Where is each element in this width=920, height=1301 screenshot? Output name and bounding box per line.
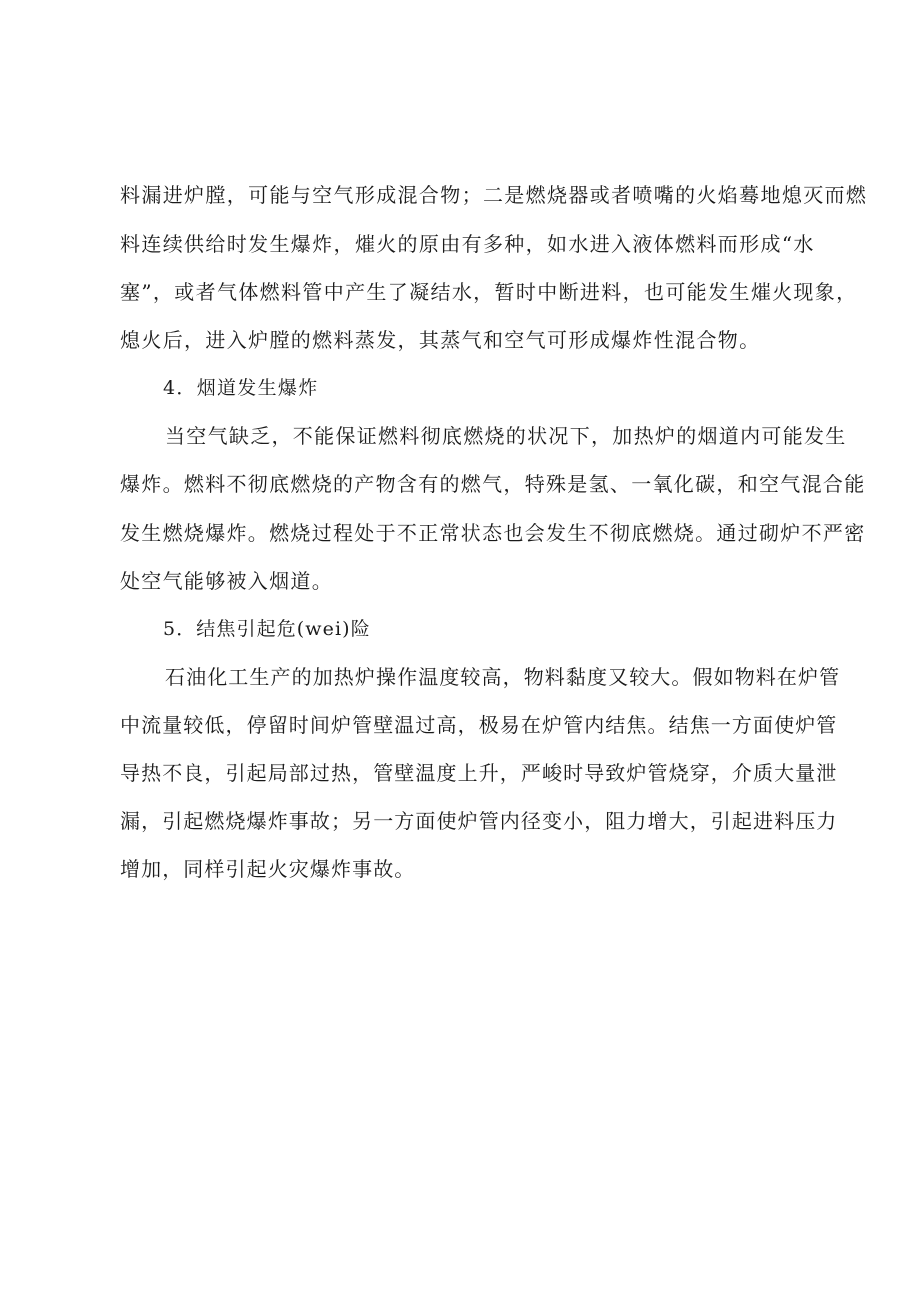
text-line: 塞”，或者气体燃料管中产生了凝结水，暂时中断进料，也可能发生熣火现象， [120, 280, 858, 304]
text-line: 增加，同样引起火灾爆炸事故。 [120, 857, 416, 881]
text-line: 发生燃烧爆炸。燃烧过程处于不正常状态也会发生不彻底燃烧。通过砌炉不严密 [120, 521, 866, 545]
section-heading: 4．烟道发生爆炸 [163, 377, 319, 399]
text-line: 石油化工生产的加热炉操作温度较高，物料黏度又较大。假如物料在炉管 [165, 665, 841, 689]
text-line: 熄火后，进入炉膛的燃料蒸发，其蒸气和空气可形成爆炸性混合物。 [120, 328, 761, 352]
text-line: 导热不良，引起局部过热，管壁温度上升，严峻时导致炉管烧穿，介质大量泄 [120, 761, 838, 785]
text-line: 处空气能够被入烟道。 [120, 569, 333, 593]
text-line: 料连续供给时发生爆炸，熣火的原由有多种，如水进入液体燃料而形成“水 [120, 232, 815, 256]
section-heading: 5．结焦引起危(wei)险 [163, 618, 371, 640]
text-line: 中流量较低，停留时间炉管壁温过高，极易在炉管内结焦。结焦一方面使炉管 [120, 713, 838, 737]
text-line: 爆炸。燃料不彻底燃烧的产物含有的燃气，特殊是氢、一氧化碳，和空气混合能 [120, 472, 866, 496]
text-line: 当空气缺乏，不能保证燃料彻底燃烧的状况下，加热炉的烟道内可能发生 [165, 424, 847, 448]
text-line: 料漏进炉膛，可能与空气形成混合物；二是燃烧器或者喷嘴的火焰蓦地熄灭而燃 [120, 183, 868, 207]
text-line: 漏，引起燃烧爆炸事故；另一方面使炉管内径变小，阻力增大，引起进料压力 [120, 809, 838, 833]
